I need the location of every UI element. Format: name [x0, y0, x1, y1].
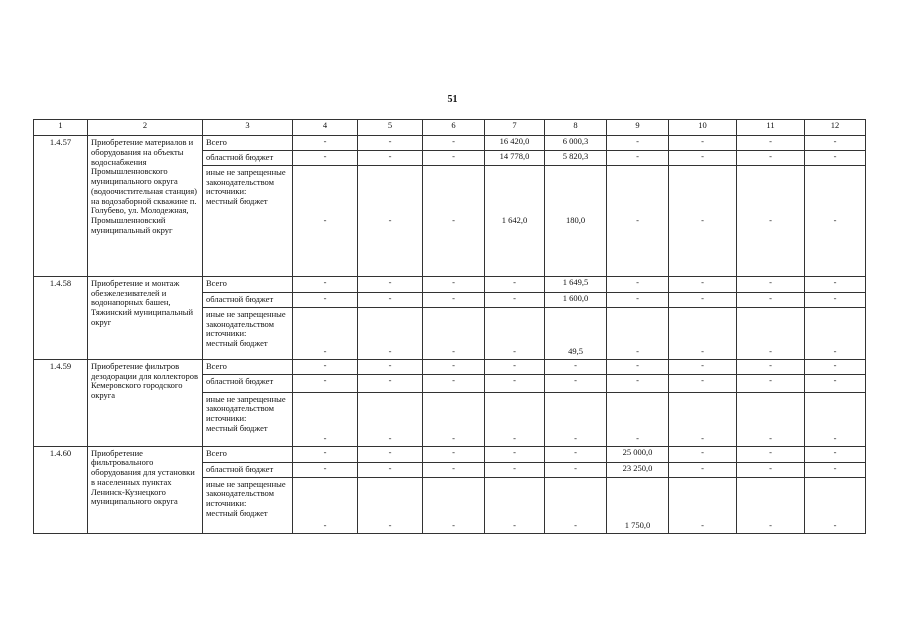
item-name: Приобретение и монтаж обезжелезивателей и водонапорных башен, Тяжинский муниципальный округ — [88, 276, 203, 359]
value-cell: 25 000,0 — [607, 446, 669, 462]
value-cell: - — [358, 359, 423, 374]
source-label-line: местный бюджет — [206, 196, 268, 207]
value-cell: - — [607, 374, 669, 392]
value-cell: 5 820,3 — [545, 151, 607, 166]
value-cell: - — [607, 392, 669, 446]
table-row — [34, 136, 866, 151]
source-label-line: иные не запрещенные законодательством источники: — [206, 166, 286, 197]
value-cell: - — [669, 151, 737, 166]
value-cell: - — [805, 276, 866, 292]
source-label: областной бюджет — [203, 374, 293, 392]
value-cell: 1 642,0 — [485, 165, 545, 276]
source-label-line: местный бюджет — [206, 422, 268, 433]
value-cell: - — [423, 374, 485, 392]
item-code: 1.4.57 — [34, 136, 88, 277]
value-cell: - — [485, 276, 545, 292]
value-cell: - — [737, 477, 805, 533]
value-cell: - — [545, 359, 607, 374]
source-label-line: иные не запрещенные законодательством источники: — [206, 478, 286, 509]
value-cell: - — [485, 359, 545, 374]
value-cell: - — [669, 477, 737, 533]
value-cell: - — [737, 276, 805, 292]
value-cell: - — [545, 374, 607, 392]
header-cell: 11 — [737, 120, 805, 136]
source-label: Всего — [203, 276, 293, 292]
header-cell: 12 — [805, 120, 866, 136]
value-cell: - — [737, 136, 805, 151]
value-cell: - — [293, 307, 358, 359]
value-cell: - — [293, 276, 358, 292]
value-cell: - — [358, 307, 423, 359]
value-cell: - — [805, 307, 866, 359]
value-cell: - — [805, 292, 866, 307]
value-cell: - — [423, 359, 485, 374]
value-cell: - — [737, 462, 805, 477]
source-label-line: местный бюджет — [206, 338, 268, 349]
value-cell: - — [293, 165, 358, 276]
table-row — [34, 446, 866, 462]
value-cell: - — [358, 446, 423, 462]
value-cell: - — [607, 136, 669, 151]
value-cell: - — [737, 374, 805, 392]
value-cell: - — [805, 477, 866, 533]
header-cell: 9 — [607, 120, 669, 136]
value-cell: - — [669, 462, 737, 477]
value-cell: - — [358, 392, 423, 446]
value-cell: - — [423, 446, 485, 462]
table-row — [34, 276, 866, 292]
header-cell: 1 — [34, 120, 88, 136]
value-cell: - — [423, 136, 485, 151]
header-cell: 8 — [545, 120, 607, 136]
header-cell: 5 — [358, 120, 423, 136]
header-cell: 2 — [88, 120, 203, 136]
value-cell: - — [669, 392, 737, 446]
column-number-row — [34, 120, 866, 136]
source-label — [203, 165, 293, 276]
value-cell: - — [423, 292, 485, 307]
header-cell: 7 — [485, 120, 545, 136]
value-cell: 180,0 — [545, 165, 607, 276]
value-cell: - — [485, 392, 545, 446]
value-cell: - — [805, 136, 866, 151]
value-cell: - — [423, 276, 485, 292]
value-cell: 16 420,0 — [485, 136, 545, 151]
item-name: Приобретение материалов и оборудования на объекты водоснабжения Промышленновского муниципального округа (водоочистительная станция) на водозаборной скважине п. Голубево, ул. Молодежная, Промышленновский муниципальный округ — [88, 136, 203, 277]
value-cell: - — [293, 359, 358, 374]
value-cell: - — [293, 292, 358, 307]
value-cell: - — [485, 292, 545, 307]
value-cell: 6 000,3 — [545, 136, 607, 151]
value-cell: - — [607, 276, 669, 292]
value-cell: - — [805, 462, 866, 477]
value-cell: 23 250,0 — [607, 462, 669, 477]
value-cell: - — [669, 292, 737, 307]
header-cell: 4 — [293, 120, 358, 136]
value-cell: - — [293, 392, 358, 446]
value-cell: - — [607, 359, 669, 374]
value-cell: - — [485, 374, 545, 392]
value-cell: - — [669, 374, 737, 392]
value-cell: - — [423, 165, 485, 276]
header-cell: 10 — [669, 120, 737, 136]
source-label: областной бюджет — [203, 462, 293, 477]
value-cell: - — [737, 165, 805, 276]
value-cell: - — [423, 307, 485, 359]
source-label: Всего — [203, 136, 293, 151]
value-cell: - — [805, 374, 866, 392]
value-cell: - — [358, 276, 423, 292]
item-name: Приобретение фильтровального оборудования для установки в населенных пунктах Ленинск-Кузнецкого муниципального округа — [88, 446, 203, 533]
source-label — [203, 392, 293, 446]
value-cell: - — [737, 151, 805, 166]
value-cell: - — [293, 477, 358, 533]
value-cell: - — [669, 136, 737, 151]
value-cell: - — [737, 392, 805, 446]
value-cell: - — [805, 151, 866, 166]
source-label: областной бюджет — [203, 151, 293, 166]
table-row — [34, 359, 866, 374]
value-cell: - — [669, 165, 737, 276]
value-cell: - — [669, 276, 737, 292]
value-cell: 1 649,5 — [545, 276, 607, 292]
value-cell: - — [607, 292, 669, 307]
value-cell: - — [669, 307, 737, 359]
header-cell: 6 — [423, 120, 485, 136]
value-cell: - — [293, 374, 358, 392]
value-cell: - — [423, 477, 485, 533]
value-cell: - — [805, 392, 866, 446]
value-cell: - — [545, 462, 607, 477]
value-cell: 14 778,0 — [485, 151, 545, 166]
value-cell: 1 750,0 — [607, 477, 669, 533]
value-cell: - — [737, 359, 805, 374]
value-cell: - — [485, 307, 545, 359]
item-code: 1.4.60 — [34, 446, 88, 533]
value-cell: - — [545, 392, 607, 446]
value-cell: - — [358, 462, 423, 477]
value-cell: - — [607, 165, 669, 276]
value-cell: - — [669, 446, 737, 462]
value-cell: - — [293, 151, 358, 166]
source-label: Всего — [203, 446, 293, 462]
value-cell: - — [358, 374, 423, 392]
source-label — [203, 477, 293, 533]
value-cell: - — [737, 292, 805, 307]
value-cell: - — [669, 359, 737, 374]
value-cell: - — [358, 292, 423, 307]
value-cell: - — [545, 446, 607, 462]
item-code: 1.4.59 — [34, 359, 88, 446]
value-cell: - — [358, 136, 423, 151]
value-cell: - — [485, 462, 545, 477]
source-label: Всего — [203, 359, 293, 374]
budget-table — [33, 119, 866, 534]
source-label-line: иные не запрещенные законодательством источники: — [206, 308, 286, 339]
value-cell: - — [485, 477, 545, 533]
value-cell: 1 600,0 — [545, 292, 607, 307]
value-cell: - — [358, 477, 423, 533]
value-cell: - — [607, 307, 669, 359]
source-label: областной бюджет — [203, 292, 293, 307]
item-code: 1.4.58 — [34, 276, 88, 359]
value-cell: - — [358, 165, 423, 276]
value-cell: - — [805, 359, 866, 374]
value-cell: - — [805, 165, 866, 276]
value-cell: - — [805, 446, 866, 462]
value-cell: - — [423, 392, 485, 446]
value-cell: - — [423, 462, 485, 477]
value-cell: - — [737, 446, 805, 462]
item-name: Приобретение фильтров дезодорации для коллекторов Кемеровского городского округа — [88, 359, 203, 446]
source-label — [203, 307, 293, 359]
value-cell: - — [293, 462, 358, 477]
value-cell: - — [545, 477, 607, 533]
header-cell: 3 — [203, 120, 293, 136]
value-cell: - — [423, 151, 485, 166]
source-label-line: местный бюджет — [206, 507, 268, 518]
page-number: 51 — [447, 94, 458, 105]
source-label-line: иные не запрещенные законодательством источники: — [206, 393, 286, 424]
value-cell: - — [293, 136, 358, 151]
value-cell: - — [485, 446, 545, 462]
value-cell: - — [737, 307, 805, 359]
value-cell: - — [607, 151, 669, 166]
value-cell: 49,5 — [545, 307, 607, 359]
value-cell: - — [293, 446, 358, 462]
value-cell: - — [358, 151, 423, 166]
